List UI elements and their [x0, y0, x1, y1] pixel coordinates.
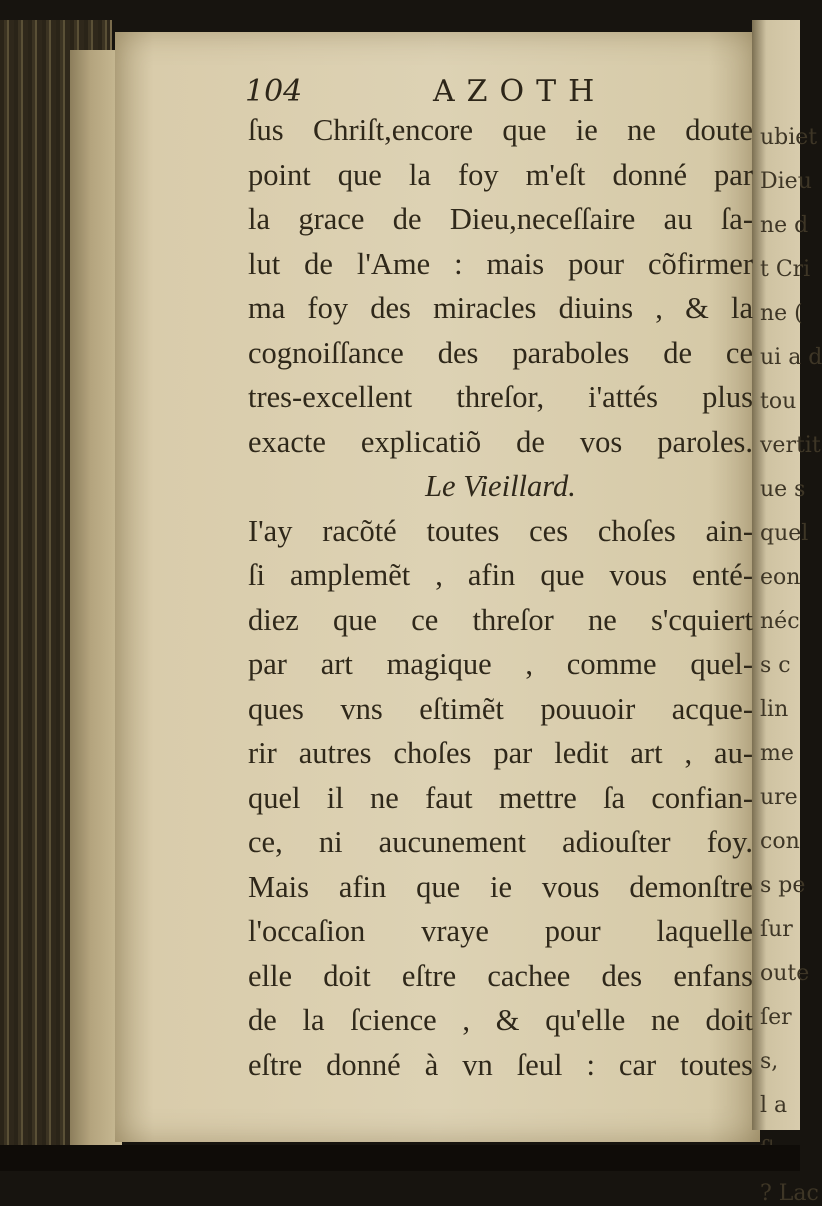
adjacent-text-fragment: ſur — [760, 917, 793, 942]
page-number: 104 — [245, 74, 303, 109]
adjacent-text-fragment: vertit — [760, 433, 821, 458]
adjacent-text-fragment: quel — [760, 521, 809, 546]
text-line: eſtre donné à vn ſeul : car toutes — [248, 1047, 753, 1082]
adjacent-text-fragment: Dieu — [760, 169, 812, 194]
text-line: exacte explicatiõ de vos paroles. — [248, 424, 753, 459]
text-line: ques vns eſtimẽt pouuoir acque- — [248, 691, 753, 726]
text-line: ma foy des miracles diuins , & la — [248, 291, 753, 325]
adjacent-text-fragment: eon — [760, 565, 801, 590]
adjacent-text-fragment: me — [760, 741, 794, 766]
text-line: ce, ni aucunement adiouſter foy. — [248, 825, 753, 859]
adjacent-text-fragment: t Cri — [760, 257, 811, 282]
running-head: AZOTH — [433, 74, 607, 109]
adjacent-text-fragment: lin — [760, 697, 789, 722]
adjacent-text-fragment: ue s — [760, 477, 806, 502]
adjacent-text-fragment: ure — [760, 785, 798, 810]
adjacent-text-fragment: ſer — [760, 1005, 792, 1030]
text-line: ſi amplemẽt , afin que vous enté- — [248, 558, 753, 592]
text-line: point que la foy m'eſt donné par — [248, 157, 753, 192]
bottom-shadow — [0, 1145, 800, 1171]
text-line: elle doit eſtre cachee des enfans — [248, 958, 753, 993]
adjacent-text-fragment: s pe — [760, 873, 806, 898]
text-line: rir autres choſes par ledit art , au- — [248, 736, 753, 770]
adjacent-text-fragment: ne ( — [760, 301, 803, 326]
adjacent-text-fragment: ubiet — [760, 125, 818, 150]
adjacent-text-fragment: s c — [760, 653, 791, 678]
adjacent-text-fragment: oute — [760, 961, 810, 986]
text-line: l'occaſion vraye pour laquelle — [248, 914, 753, 948]
text-line: cognoiſſance des paraboles de ce — [248, 335, 753, 370]
adjacent-text-fragment: ? Lac — [760, 1181, 819, 1206]
text-line: Mais afin que ie vous demonſtre — [248, 869, 753, 904]
text-line: diez que ce threſor ne s'cquiert — [248, 602, 753, 637]
adjacent-text-fragment: néc — [760, 609, 800, 634]
text-line: I'ay racõté toutes ces choſes ain- — [248, 513, 753, 548]
adjacent-text-fragment: tou — [760, 389, 797, 414]
adjacent-page — [752, 20, 822, 1206]
adjacent-text-fragment: ne d — [760, 213, 809, 238]
adjacent-text-fragment: ui a d — [760, 345, 822, 370]
body-text — [248, 108, 753, 1087]
speaker-heading: Le Vieillard. — [425, 469, 576, 503]
text-line: la grace de Dieu,neceſſaire au ſa- — [248, 202, 753, 236]
adjacent-text-fragment: con — [760, 829, 800, 854]
adjacent-text-fragment: s, — [760, 1049, 779, 1074]
text-line: quel il ne faut mettre ſa confian- — [248, 780, 753, 815]
text-line: tres-excellent threſor, i'attés plus — [248, 380, 753, 414]
text-line: de la ſcience , & qu'elle ne doit — [248, 1003, 753, 1037]
text-line: ſus Chriſt,encore que ie ne doute — [248, 113, 753, 147]
text-line: lut de l'Ame : mais pour cõfirmer — [248, 246, 753, 281]
adjacent-text-fragment: l a — [760, 1093, 788, 1118]
text-line: par art magique , comme quel- — [248, 647, 753, 681]
